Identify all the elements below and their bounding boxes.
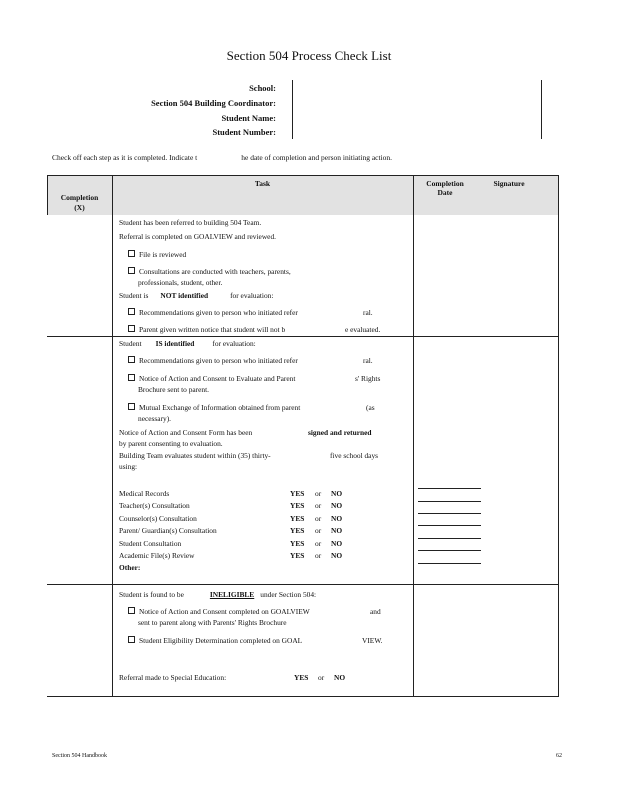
s1-not-identified	[119, 291, 273, 300]
s2-check-notice[interactable]	[128, 374, 295, 383]
table-right-border	[558, 175, 559, 697]
eval-item-label: Teacher(s) Consultation	[119, 501, 190, 510]
s2-is-identified-pre: Student	[119, 339, 142, 348]
s1-check-file-label: File is reviewed	[139, 250, 187, 259]
checkbox-icon[interactable]	[128, 607, 135, 614]
s2-check-notice-cont: Brochure sent to parent.	[138, 385, 210, 394]
completion-column-divider	[112, 175, 113, 697]
s2-evaluates-tail: five school days	[330, 451, 379, 460]
no-option[interactable]: NO	[331, 489, 343, 498]
table-top-border	[47, 175, 559, 176]
s1-referred: Student has been referred to building 504 Team.	[119, 218, 262, 227]
eval-item-label: Parent/ Guardian(s) Consultation	[119, 526, 217, 535]
footer-page-number: 62	[556, 753, 562, 759]
yes-option[interactable]: YES	[290, 539, 305, 548]
date-entry-line[interactable]	[418, 525, 481, 526]
no-option[interactable]: NO	[331, 551, 343, 560]
s3-check-notice-tail: and	[370, 607, 381, 616]
s2-consent-signed: signed and returned	[308, 428, 372, 437]
col-signature-label: Signature	[493, 179, 525, 188]
s1-not-identified-post: for evaluation:	[230, 291, 274, 300]
table-bottom-border	[47, 696, 559, 697]
checkbox-icon[interactable]	[128, 308, 135, 315]
s1-referral-completed: Referral is completed on GOALVIEW and reviewed.	[119, 232, 276, 241]
s1-not-identified-bold: NOT identified	[160, 291, 209, 300]
s1-check-parent-notice[interactable]	[128, 325, 285, 334]
s2-check-recommendations-label: Recommendations given to person who initiated refer	[139, 356, 298, 365]
s3-check-eligibility-label: Student Eligibility Determination completed on GOAL	[139, 636, 303, 645]
s2-consent-cont: by parent consenting to evaluation.	[119, 439, 223, 448]
s2-is-identified-post: for evaluation:	[212, 339, 256, 348]
s2-consent-form: Notice of Action and Consent Form has been	[119, 428, 253, 437]
s2-evaluates-cont: using:	[119, 462, 138, 471]
eval-item-label: Student Consultation	[119, 539, 182, 548]
date-entry-line[interactable]	[418, 563, 481, 564]
instructions	[52, 153, 392, 162]
no-option[interactable]: NO	[331, 501, 343, 510]
s3-check-notice[interactable]	[128, 607, 310, 616]
s2-check-mutual-exchange[interactable]	[128, 403, 300, 412]
yes-option[interactable]: YES	[294, 673, 309, 682]
date-entry-line[interactable]	[418, 488, 481, 489]
s2-check-recommendations-tail: ral.	[363, 356, 373, 365]
table-left-border	[47, 175, 48, 215]
page-title: Section 504 Process Check List	[226, 48, 392, 63]
or-text: or	[315, 501, 322, 510]
s1-check-recommendations-tail: ral.	[363, 308, 373, 317]
header-field-divider	[292, 80, 293, 139]
no-option[interactable]: NO	[331, 526, 343, 535]
col-completion-date-label: Completion	[426, 179, 464, 188]
school-label: School:	[249, 83, 276, 93]
eval-item-label: Medical Records	[119, 489, 170, 498]
s2-check-mutual-exchange-tail: (as	[366, 403, 375, 412]
instructions-part2: he date of completion and person initiating action.	[241, 153, 393, 162]
s2-check-mutual-exchange-label: Mutual Exchange of Information obtained from parent	[139, 403, 301, 412]
col-completion-x: (X)	[74, 203, 85, 212]
instructions-part1: Check off each step as it is completed. Indicate t	[52, 153, 198, 162]
or-text: or	[318, 673, 325, 682]
yes-option[interactable]: YES	[290, 489, 305, 498]
or-text: or	[315, 551, 322, 560]
s1-check-consultations[interactable]	[128, 267, 291, 276]
eval-item-label: Counselor(s) Consultation	[119, 514, 197, 523]
checkbox-icon[interactable]	[128, 356, 135, 363]
task-column-divider	[413, 175, 414, 697]
s3-ineligible-bold: INELIGIBLE	[209, 590, 255, 599]
col-completion-label: Completion	[60, 193, 99, 202]
date-entry-line[interactable]	[418, 513, 481, 514]
s3-ineligible-pre: Student is found to be	[119, 590, 184, 599]
checkbox-icon[interactable]	[128, 636, 135, 643]
section2-divider	[47, 584, 559, 585]
yes-option[interactable]: YES	[290, 514, 305, 523]
checkbox-icon[interactable]	[128, 403, 135, 410]
no-option[interactable]: NO	[331, 539, 343, 548]
date-entry-line[interactable]	[418, 501, 481, 502]
yes-option[interactable]: YES	[290, 526, 305, 535]
checkbox-icon[interactable]	[128, 267, 135, 274]
s3-ineligible	[119, 590, 316, 599]
s1-check-parent-notice-tail: e evaluated.	[345, 325, 381, 334]
date-entry-line[interactable]	[418, 538, 481, 539]
checkbox-icon[interactable]	[128, 374, 135, 381]
or-text: or	[315, 489, 322, 498]
s2-evaluates: Building Team evaluates student within (35) thirty-	[119, 451, 271, 460]
s1-check-consultations-cont: professionals, student, other.	[138, 278, 223, 287]
s2-check-mutual-exchange-cont: necessary).	[138, 414, 172, 423]
s3-check-notice-cont: sent to parent along with Parents' Rights Brochure	[138, 618, 287, 627]
s2-is-identified	[119, 339, 256, 348]
s1-check-recommendations-label: Recommendations given to person who initiated refer	[139, 308, 298, 317]
footer-handbook: Section 504 Handbook	[52, 753, 107, 759]
s3-check-eligibility-tail: VIEW.	[362, 636, 383, 645]
student-number-label: Student Number:	[212, 127, 276, 137]
s3-check-notice-label: Notice of Action and Consent completed on GOALVIEW	[139, 607, 310, 616]
no-option[interactable]: NO	[334, 673, 346, 682]
s2-is-identified-bold: IS identified	[155, 339, 195, 348]
yes-option[interactable]: YES	[290, 551, 305, 560]
student-name-label: Student Name:	[221, 113, 276, 123]
s1-not-identified-pre: Student is	[119, 291, 149, 300]
s3-check-eligibility[interactable]	[128, 636, 302, 645]
s1-check-parent-notice-label: Parent given written notice that student will not b	[139, 325, 286, 334]
s3-referral: Referral made to Special Education:	[119, 673, 227, 682]
s1-check-consultations-label: Consultations are conducted with teachers, parents,	[139, 267, 291, 276]
coordinator-label: Section 504 Building Coordinator:	[151, 98, 276, 108]
s2-check-notice-label: Notice of Action and Consent to Evaluate and Parent	[139, 374, 296, 383]
checkbox-icon[interactable]	[128, 250, 135, 257]
col-date-label: Date	[437, 188, 453, 197]
col-task-label: Task	[254, 179, 271, 188]
s2-check-notice-tail: s' Rights	[355, 374, 381, 383]
s1-check-file[interactable]	[128, 250, 186, 259]
or-text: or	[315, 539, 322, 548]
s3-ineligible-post: under Section 504:	[260, 590, 317, 599]
section1-divider	[47, 336, 559, 337]
yes-option[interactable]: YES	[290, 501, 305, 510]
s1-check-recommendations[interactable]	[128, 308, 298, 317]
checkbox-icon[interactable]	[128, 325, 135, 332]
eval-other-label: Other:	[119, 563, 141, 572]
eval-item-label: Academic File(s) Review	[119, 551, 195, 560]
no-option[interactable]: NO	[331, 514, 343, 523]
date-entry-line[interactable]	[418, 550, 481, 551]
or-text: or	[315, 526, 322, 535]
s2-check-recommendations[interactable]	[128, 356, 298, 365]
header-field-right-border	[541, 80, 542, 139]
or-text: or	[315, 514, 322, 523]
